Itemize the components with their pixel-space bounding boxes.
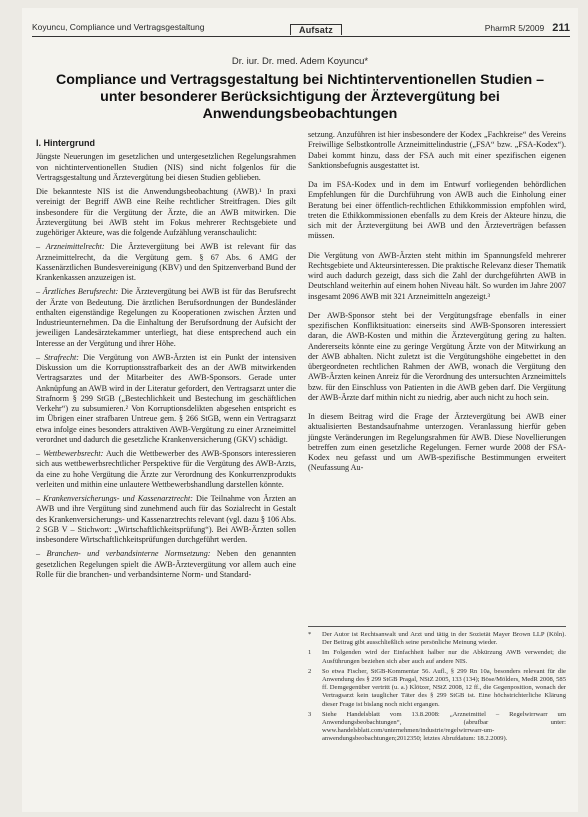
list-item-text: Die Teilnahme von Ärzten an AWB und ihre Vergütung sind zunehmend auch für das Sozialrecht in Gestalt des Krankenversicherungs- und Kassenarztrechts relevant (vgl. dazu § 106 Abs. 2 SGB V – Stichwort: „Wirtschaftlichkeitsprüfung“). Bei AWB-Ärzten sollen insbesondere Wirtschaftlichkeitsprüfungen durchgeführt werden.: [36, 494, 297, 544]
footnote-text: So etwa Fischer, StGB-Kommentar 56. Aufl., § 299 Rn 10a, besonders relevant für die Anwendung des § 299 StGB Pragal, NStZ 2005, 133 (134); Böse/Mölders, MedR 2008, 585 ff. Demgegenüber vertritt (u. a.) Klötzer, NStZ 2008, 12 ff., die Gegenposition, wonach der Vertragsarzt kein tauglicher Täter des § 299 StGB ist. Eine höchstrichterliche Klärung dieser Frage ist bislang noch nicht ergangen.: [322, 667, 566, 708]
list-item-term: – Branchen- und verbandsinterne Normsetzung:: [36, 549, 211, 559]
list-item-term: – Strafrecht:: [36, 352, 80, 362]
list-item-text: Die Vergütung von AWB-Ärzten ist ein Punkt der intensiven Diskussion um die Korruptionsstrafbarkeit des an der AWB mitwirkenden Vertragsarztes und der Mitarbeiter des AWB-Sponsors. Gerade unter Anknüpfung an AWB wird in der Literatur gefordert, den Vertragsarzt unter die Strafnorm § 299 StGB („Bestechlichkeit und Bestechung im geschäftlichen Verkehr“) zu subsumieren.² Von Korruptionsdelikten abgesehen entspricht es im Übrigen einer strafbaren Untreue gem. § 266 StGB, wenn ein Vertragsarzt etwa infolge eines besonders attraktiven AWB-Vergütung zu einer Arzneimittel verordnet und dadurch die gesetzliche Krankenversicherung (GKV) schädigt.: [36, 352, 297, 444]
journal-name: PharmR 5/2009: [484, 23, 545, 33]
right-column: [308, 130, 566, 483]
list-item-wettbewerbsrecht: [36, 449, 296, 490]
running-head: [32, 22, 570, 37]
running-head-author-title: Koyuncu, Compliance und Vertragsgestaltung: [32, 22, 205, 32]
body-paragraph: In diesem Beitrag wird die Frage der Ärztevergütung bei AWB einer aktualisierten Bestandsaufnahme unterzogen. Veranlassung hierfür geben jüngste Veränderungen im Regelungsrahmen für AWB. Diese Novellierungen betreffen zum einen gesetzliche Regelungen. Ferner wurde 2008 der FSA-Kodex neu gefasst und um AWB-spezifische Bestimmungen erweitert (Neufassung Au-: [308, 412, 566, 473]
footnote: [308, 668, 566, 709]
list-item-text: Auch die Wettbewerber des AWB-Sponsors interessieren sich aus wettbewerbsrechtlicher Perspektive für die Vergütung des AWB-Arzts, da eine zu hohe Vergütung die Ärzte zur Verordnung des Konkurrenzprodukts verleiten und mithin eine unlautere Wettbewerbshandlung darstellen könnte.: [36, 449, 296, 489]
footnote: [308, 711, 566, 744]
body-paragraph: Der AWB-Sponsor steht bei der Vergütungsfrage ebenfalls in einer spezifischen Konfliktsituation: einerseits sind AWB-Sponsoren interessiert daran, die AWB-Kosten und mithin die Ärztevergütung gering zu halten. Andererseits könnte eine zu geringe Vergütung Ärzte von der Mitwirkung an der AWB abhalten. Nicht zuletzt ist die Vergütungshöhe eingebettet in den übergeordneten rechtlichen Rahmen der AWB, wonach die Vergütung den AWB-Ärzten keinen Anreiz für die Verordnung des untersuchten Arzneimittels bzw. für den Einschluss von Patienten in die AWB geben darf. Die Vergütung der AWB-Ärzte darf mithin nicht zu niedrig, aber auch nicht zu hoch sein.: [308, 310, 566, 402]
footnote-text: Der Autor ist Rechtsanwalt und Arzt und tätig in der Sozietät Mayer Brown LLP (Köln). Der Beitrag gibt ausschließlich seine persönliche Meinung wieder.: [322, 631, 566, 647]
list-item-term: – Krankenversicherungs- und Kassenarztrecht:: [36, 494, 193, 503]
list-item-term: – Arzneimittelrecht:: [36, 242, 105, 252]
list-item-term: – Ärztliches Berufsrecht:: [36, 287, 119, 297]
list-item-text: Neben den genannten gesetzlichen Regelungen spielt die AWB-Ärztevergütung vor allem auch eine Rolle für die branchen- und verbandsinterne Norm- und Standard-: [36, 549, 296, 579]
section-label: Aufsatz: [290, 24, 342, 35]
footnote-text: Im Folgenden wird der Einfachheit halber nur die Abkürzung AWB verwendet; die Ausführungen beziehen sich aber auch auf andere NIS.: [322, 649, 566, 665]
intro-paragraph-2: Die bekannteste NIS ist die Anwendungsbeobachtung (AWB).¹ In praxi vereinigt der Begriff AWB eine Reihe rechtlicher Streitfragen. Dies gilt insbesondere für die Vergütung der Ärzte, die an AWB mitwirken. Die Ärztevergütung bei AWB steht im Fokus mehrerer Rechtsgebiete und zugehöriger Akteure, was die folgende Aufzählung veranschaulicht:: [36, 187, 296, 237]
footnote-number: *: [308, 631, 312, 638]
footnotes: [308, 626, 566, 746]
list-item-text: Die Ärztevergütung bei AWB ist für das Berufsrecht der Ärzte von Bedeutung. Die ärztlichen Berufsordnungen der Bundesländer enthalten eigenständige Regelungen zu Kooperationen zwischen Ärzten und Industrieunternehmen. Da die Einhaltung der Berufsordnung der Aufsicht der jeweiligen Landesärztekammer unterliegt, hat diese entsprechend auch ein Interesse an der Vergütung und ihrer Höhe.: [36, 287, 297, 348]
footnote: [308, 649, 566, 665]
journal-page: [22, 8, 578, 812]
section-heading: I. Hintergrund: [36, 138, 95, 148]
intro-paragraph-1: Jüngste Neuerungen im gesetzlichen und untergesetzlichen Regelungsrahmen von nichtinterventionellen Studien (NIS) sind nicht folgenlos für die Vertragsgestaltung und Ärztevergütung bei diesen Studien geblieben.: [36, 152, 296, 182]
footnote: [308, 631, 566, 647]
footnote-number: 3: [308, 710, 312, 718]
footnote-number: 1: [308, 649, 312, 657]
list-item-term: – Wettbewerbsrecht:: [36, 449, 104, 458]
list-item-strafrecht: [36, 353, 296, 445]
body-paragraph: Die Vergütung von AWB-Ärzten steht mithin im Spannungsfeld mehrerer Rechtsgebiete und Akteursinteressen. Die praktische Relevanz dieser Thematik wird auch dadurch gezeigt, dass sich die Zahl der durchgeführten AWB in Deutschland weiterhin auf einem hohen Niveau hält. So wurden im Jahre 2007 insgesamt 2096 AWB mit 321 Arzneimitteln angezeigt.³: [308, 250, 566, 301]
list-item-krankenversicherungsrecht: [36, 494, 296, 545]
list-item-text: Die Ärztevergütung bei AWB ist relevant für das Arzneimittelrecht, da die Vergütung gem. § 67 Abs. 6 AMG der Kassenärztlichen Bundesvereinigung (KBV) und den Spitzenverband Bund der Krankenkassen anzuzeigen ist.: [36, 242, 297, 282]
page-number: 211: [552, 22, 570, 34]
body-paragraph: Da im FSA-Kodex und in dem im Entwurf vorliegenden behördlichen Empfehlungen für die Durchführung von AWB auch die Einholung einer Beratung bei einer öffentlich-rechtlichen Ethikkommission empfohlen wird, treten die Ethikkommissionen ebenfalls zu dem Kreis der Akteure hinzu, die sich mit der Ärztevergütung bei AWB und den Ärzteverträgen befassen müssen.: [308, 180, 566, 241]
body-paragraph: setzung. Anzuführen ist hier insbesondere der Kodex „Fachkreise“ des Vereins Freiwillige Selbstkontrolle Arzneimittelindustrie („FSA“ bzw. „FSA-Kodex“). Dabei kommt hinzu, dass der FSA auch mit einer spezifischen eigenen Sanktionsbefugnis ausgestattet ist.: [308, 130, 566, 170]
footnote-text: Siehe Handelsblatt vom 13.8.2008: „Arzneimittel – Regelwirrwarr um Anwendungsbeobachtungen“, (abrufbar unter: www.handelsblatt.com/unternehmen/industrie/regelwirrwarr-um-anwendungsbeobachtungen;2012350; letztes Abrufdatum: 18.2.2009).: [322, 710, 566, 743]
list-item-arzneimittelrecht: [36, 242, 296, 283]
left-column: [36, 130, 296, 584]
article-author: Dr. iur. Dr. med. Adem Koyuncu*: [231, 56, 369, 67]
article-title: Compliance und Vertragsgestaltung bei Nichtinterventionellen Studien – unter besonderer Berücksichtigung der Ärztevergütung bei Anwendungsbeobachtungen: [56, 72, 544, 122]
list-item-normsetzung: [36, 549, 296, 580]
footnote-number: 2: [308, 667, 312, 675]
list-item-berufsrecht: [36, 287, 296, 349]
journal-issue: [485, 22, 570, 34]
